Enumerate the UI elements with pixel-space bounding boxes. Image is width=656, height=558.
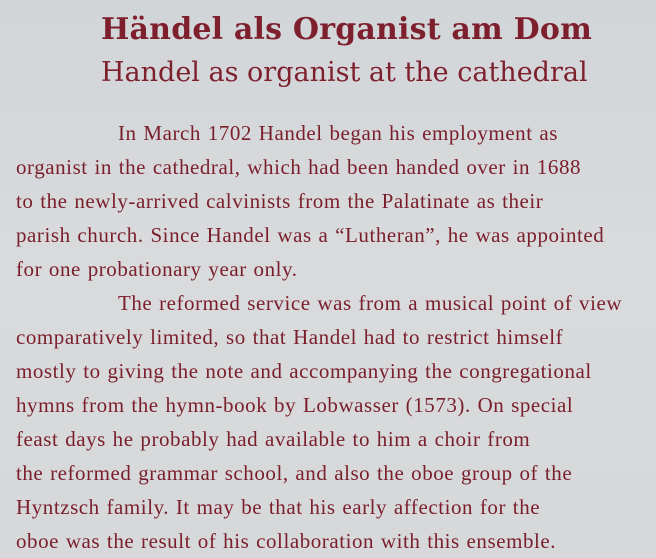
- title-german: Händel als Organist am Dom: [101, 12, 593, 47]
- text-line: for one probationary year only.: [16, 257, 298, 281]
- text-line: the reformed grammar school, and also the oboe group of the: [16, 461, 573, 485]
- text-line: oboe was the result of his collaboration with this ensemble.: [16, 529, 557, 553]
- text-line: feast days he probably had available to him a choir from: [16, 427, 531, 451]
- title-english: Handel as organist at the cathedral: [101, 57, 588, 88]
- text-line: mostly to giving the note and accompanying the congregational: [16, 359, 592, 383]
- text-line: organist in the cathedral, which had been handed over in 1688: [16, 155, 582, 179]
- text-line: In March 1702 Handel began his employment as: [118, 121, 559, 145]
- text-line: hymns from the hymn-book by Lobwasser (1573). On special: [16, 393, 574, 417]
- text-line: comparatively limited, so that Handel had to restrict himself: [16, 325, 564, 349]
- text-line: to the newly-arrived calvinists from the Palatinate as their: [16, 189, 544, 213]
- text-line: Hyntzsch family. It may be that his early affection for the: [16, 495, 541, 519]
- text-line: The reformed service was from a musical point of view: [118, 291, 623, 315]
- text-line: parish church. Since Handel was a “Lutheran”, he was appointed: [16, 223, 605, 247]
